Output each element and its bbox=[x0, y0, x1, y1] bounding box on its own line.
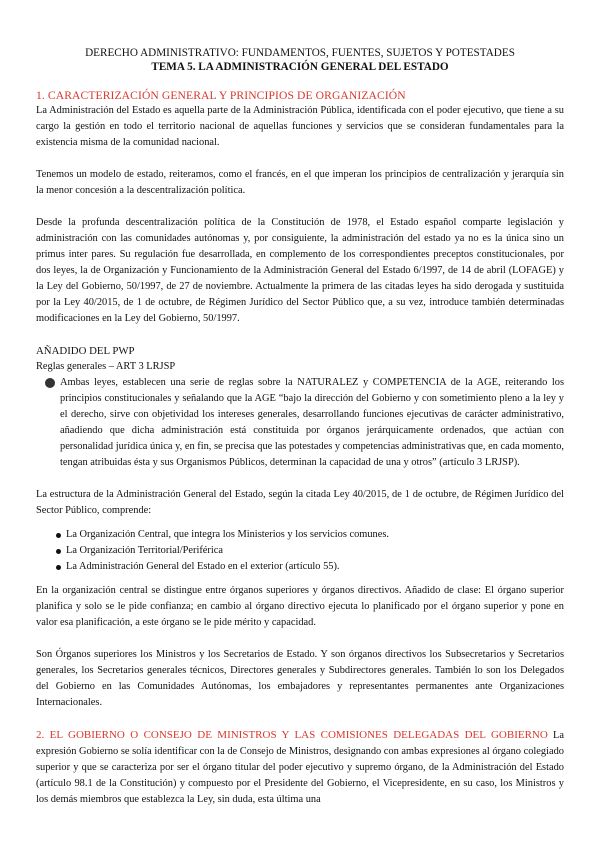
bullet-text: Ambas leyes, establecen una serie de reglas sobre la NATURALEZ y COMPETENCIA de la AGE, reiterando los principios constitucionales y señalando que la AGE “bajo la dirección del Gobierno y con sometimiento pleno a la ley y el derecho, sirve con objetividad los intereses generales, desarrollando funciones ejecutivas de carácter administrativo, añadiendo que dicha administración está constituida por órganos jerárquicamente ordenados, que actúan con personalidad jurídica única y, en fin, se precisa que las potestades y competencias administrativas que, en cada momento, tengan atribuidas ésta y sus Organismos Públicos, determinan la capacidad de una y otros” (artículo 3 LRJSP). bbox=[60, 377, 564, 468]
added-subheading: Reglas generales – ART 3 LRJSP bbox=[36, 361, 176, 372]
list-item bbox=[36, 375, 564, 471]
bullet-icon bbox=[45, 378, 55, 388]
section-1-heading: 1. CARACTERIZACIÓN GENERAL Y PRINCIPIOS DE ORGANIZACIÓN bbox=[36, 89, 406, 102]
section-2-heading: 2. EL GOBIERNO O CONSEJO DE MINISTROS Y LAS COMISIONES DELEGADAS DEL GOBIERNO bbox=[36, 729, 548, 741]
document-page bbox=[36, 46, 564, 808]
bullet-icon bbox=[56, 533, 61, 538]
paragraph: 2. EL GOBIERNO O CONSEJO DE MINISTROS Y LAS COMISIONES DELEGADAS DEL GOBIERNO La expresión Gobierno se solía identificar con la de Consejo de Ministros, designando con ambas expresiones al órgano colegiado superior y que se caracteriza por ser el órgano titular del poder ejecutivo y supremo órgano, de la Administración del Estado (artículo 98.1 de la Constitución) y compuesto por el Presidente del Gobierno, el Vicepresidente, en su caso, los Ministros y los demás miembros que establezca la Ley, sin duda, esta última una bbox=[36, 729, 565, 805]
paragraph: Desde la profunda descentralización política de la Constitución de 1978, el Estado español comparte legislación y administración con las comunidades autónomas y, por consiguiente, la administración del estado ya no es la única sino un primus inter pares. Su regulación fue desarrollada, en complemento de los correspondientes preceptos constitucionales, por dos leyes, la de Organización y Funcionamiento de la Administración General del Estado 6/1997, de 14 de abril (LOFAGE) y la Ley del Gobierno, 50/1997, de 27 de noviembre. Actualmente la primera de las citadas leyes ha sido derogada y sustituida por la Ley 40/2015, de 1 de octubre, de Régimen Jurídico del Sector Público que, a su vez, introduce también determinadas modificaciones en la Ley del Gobierno, 50/1997. bbox=[36, 217, 564, 324]
list-item: La Organización Central, que integra los Ministerios y los servicios comunes. bbox=[56, 527, 564, 543]
bullet-icon bbox=[56, 565, 61, 570]
paragraph: La Administración del Estado es aquella parte de la Administración Pública, identificada con el poder ejecutivo, que tiene a su cargo la gestión en todo el territorio nacional de aquellas funciones y servicios que se consideran fundamentales para la existencia misma de la comunidad nacional. bbox=[36, 105, 564, 148]
course-title: DERECHO ADMINISTRATIVO: FUNDAMENTOS, FUENTES, SUJETOS Y POTESTADES bbox=[85, 47, 515, 59]
list-item: La Organización Territorial/Periférica bbox=[56, 543, 564, 559]
paragraph: La estructura de la Administración General del Estado, según la citada Ley 40/2015, de 1 de octubre, de Régimen Jurídico del Sector Público, comprende: bbox=[36, 489, 564, 516]
added-heading: AÑADIDO DEL PWP bbox=[36, 345, 135, 357]
paragraph: Son Órganos superiores los Ministros y los Secretarios de Estado. Y son órganos directivos los Subsecretarios y Secretarios generales, los Secretarios generales técnicos, Directores generales y Subdirectores generales. También lo son los Delegados del Gobierno en las Comunidades Autónomas, los embajadores y representantes permanentes ante Organizaciones Internacionales. bbox=[36, 649, 564, 708]
topic-title: TEMA 5. LA ADMINISTRACIÓN GENERAL DEL ESTADO bbox=[151, 61, 449, 73]
paragraph: Tenemos un modelo de estado, reiteramos, como el francés, en el que imperan los principios de centralización y jerarquía sin la menor concesión a la descentralización política. bbox=[36, 169, 564, 196]
structure-list bbox=[36, 527, 564, 575]
list-item: La Administración General del Estado en el exterior (artículo 55). bbox=[56, 559, 564, 575]
bullet-icon bbox=[56, 549, 61, 554]
paragraph: En la organización central se distingue entre órganos superiores y órganos directivos. Añadido de clase: El órgano superior planifica y solo se le pide confianza; en cambio al órgano directivo ejecuta lo planificado por el órgano superior y pone en valor esa planificación, a este órgano se le pide mérito y capacidad. bbox=[36, 585, 564, 628]
